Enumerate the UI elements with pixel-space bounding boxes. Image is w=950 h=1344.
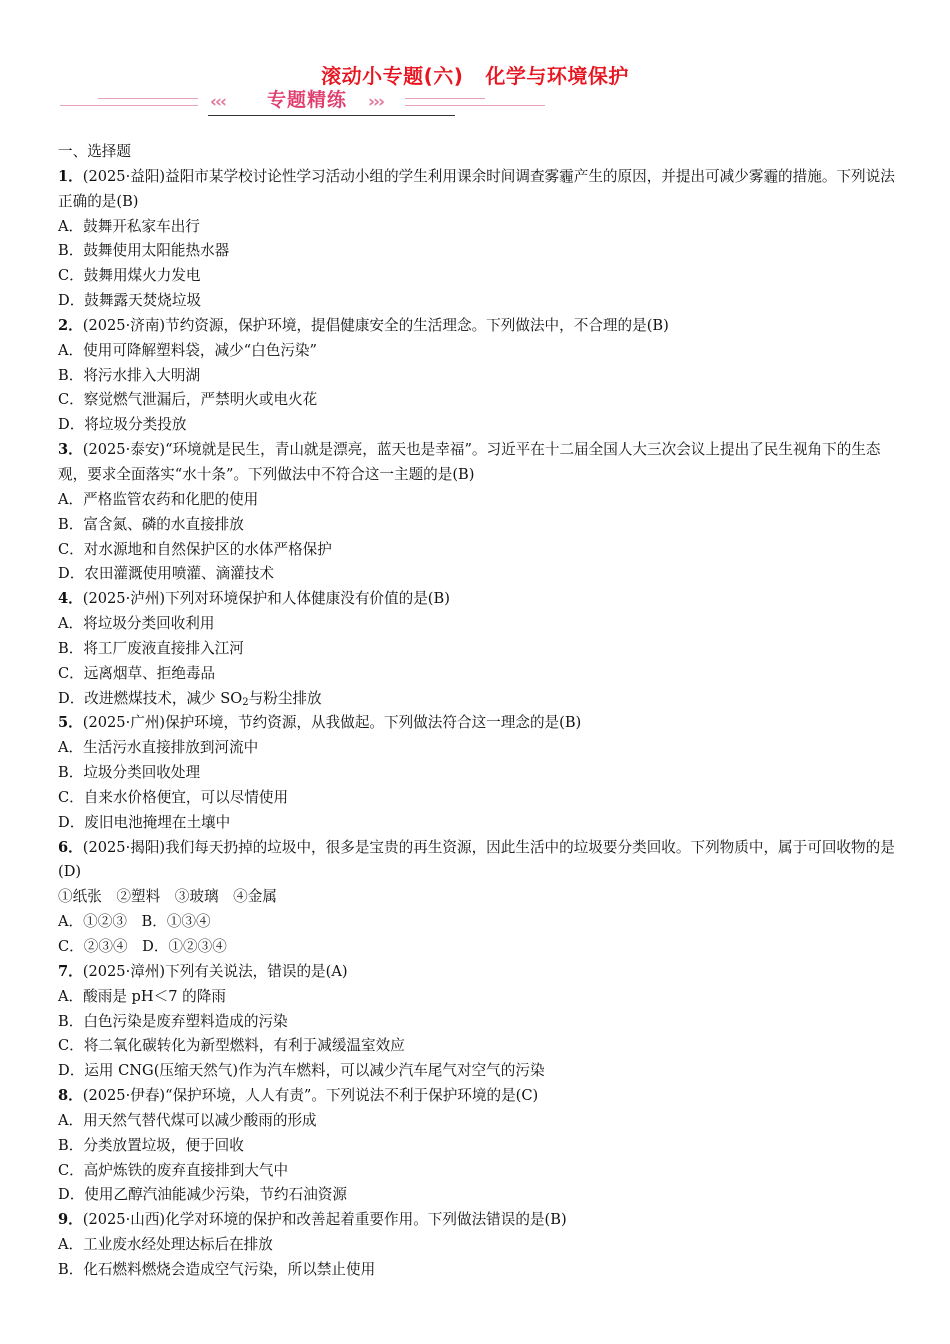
question-number: 2．: [58, 316, 83, 334]
option: D．鼓舞露天焚烧垃圾: [58, 292, 202, 310]
option: B．垃圾分类回收处理: [58, 764, 201, 782]
question-7: [58, 960, 898, 985]
option: D．废旧电池掩埋在土壤中: [58, 813, 231, 831]
question-number: 5．: [58, 714, 83, 732]
option-text: 与粉尘排放: [248, 689, 322, 707]
option: D．运用 CNG(压缩天然气)作为汽车燃料，可以减少汽车尾气对空气的污染: [58, 1062, 545, 1080]
question-stem: (2025·泰安)“环境就是民生，青山就是漂亮，蓝天也是幸福”。习近平在十二届全国人大三次会议上提出了民生视角下的生态观，要求全面落实“水十条”。下列做法中不符合这一主题的是(B): [58, 441, 881, 483]
option: A．①②③ B．①③④: [58, 913, 211, 931]
banner-line-left-bottom: [60, 105, 198, 106]
question-number: 7．: [58, 962, 83, 980]
question-1: [58, 165, 898, 215]
question-5: [58, 711, 898, 736]
option: D．将垃圾分类投放: [58, 416, 187, 434]
option: A．使用可降解塑料袋，减少“白色污染”: [58, 341, 317, 359]
option: D．农田灌溉使用喷灌、滴灌技术: [58, 565, 275, 583]
option: ①纸张 ②塑料 ③玻璃 ④金属: [58, 888, 277, 906]
option: A．用天然气替代煤可以减少酸雨的形成: [58, 1111, 317, 1129]
chevron-right-icon: ›››: [368, 92, 384, 112]
title-main: 滚动小专题(六): [321, 64, 464, 88]
option: B．鼓舞使用太阳能热水器: [58, 242, 230, 260]
option: C．将二氧化碳转化为新型燃料，有利于减缓温室效应: [58, 1037, 405, 1055]
section-heading: 一、选择题: [58, 143, 131, 160]
option: C．察觉燃气泄漏后，严禁明火或电火花: [58, 391, 318, 409]
option: D．使用乙醇汽油能减少污染，节约石油资源: [58, 1186, 347, 1204]
section-banner: [60, 88, 560, 118]
question-stem: (2025·揭阳)我们每天扔掉的垃圾中，很多是宝贵的再生资源，因此生活中的垃圾要分类回收。下列物质中，属于可回收物的是(D): [58, 838, 895, 881]
option: C．鼓舞用煤火力发电: [58, 267, 201, 285]
question-stem: (2025·伊春)“保护环境，人人有责”。下列说法不利于保护环境的是(C): [82, 1087, 539, 1105]
question-stem: (2025·山西)化学对环境的保护和改善起着重要作用。下列做法错误的是(B): [82, 1211, 567, 1229]
question-number: 9．: [58, 1211, 83, 1229]
question-4: [58, 587, 898, 612]
option: A．将垃圾分类回收利用: [58, 615, 215, 633]
question-number: 6．: [58, 838, 83, 856]
option: A．严格监管农药和化肥的使用: [58, 490, 259, 508]
option: A．生活污水直接排放到河流中: [58, 739, 259, 757]
option: C．远离烟草、拒绝毒品: [58, 664, 216, 682]
chevron-left-icon: ‹‹‹: [210, 92, 226, 112]
question-stem: (2025·济南)节约资源，保护环境，提倡健康安全的生活理念。下列做法中，不合理的是(B): [82, 316, 669, 334]
banner-line-right-top: [405, 98, 485, 99]
option: C．对水源地和自然保护区的水体严格保护: [58, 540, 332, 558]
option: C．自来水价格便宜，可以尽情使用: [58, 788, 289, 806]
option: [58, 687, 898, 712]
option: B．化石燃料燃烧会造成空气污染，所以禁止使用: [58, 1260, 376, 1278]
question-6: [58, 836, 898, 886]
question-stem: (2025·漳州)下列有关说法，错误的是(A): [82, 962, 348, 980]
question-8: [58, 1084, 898, 1109]
option: A．工业废水经处理达标后在排放: [58, 1236, 273, 1254]
question-stem: (2025·广州)保护环境，节约资源，从我做起。下列做法符合这一理念的是(B): [82, 714, 582, 732]
banner-line-right-bottom: [405, 105, 545, 106]
title-sub: 化学与环境保护: [485, 64, 629, 88]
question-2: [58, 314, 898, 339]
banner-line-left-top: [98, 98, 198, 99]
option: B．将工厂废液直接排入江河: [58, 639, 244, 657]
option: A．鼓舞开私家车出行: [58, 217, 200, 235]
question-3: [58, 438, 898, 488]
question-list: [58, 140, 898, 1283]
question-number: 1．: [58, 167, 83, 185]
option: B．白色污染是废弃塑料造成的污染: [58, 1012, 288, 1030]
question-stem: (2025·益阳)益阳市某学校讨论性学习活动小组的学生利用课余时间调查雾霾产生的原因，并提出可减少雾霾的措施。下列说法正确的是(B): [58, 167, 895, 210]
question-number: 8．: [58, 1087, 83, 1105]
question-9: [58, 1208, 898, 1233]
banner-underline: [208, 115, 455, 116]
option: C．②③④ D．①②③④: [58, 938, 227, 955]
question-number: 3．: [58, 441, 83, 459]
banner-label: 专题精练: [266, 89, 347, 111]
page-title: [0, 60, 950, 89]
option: B．分类放置垃圾，便于回收: [58, 1136, 244, 1154]
option: C．高炉炼铁的废弃直接排到大气中: [58, 1161, 289, 1179]
option-text: D．改进燃煤技术，减少 SO: [58, 689, 243, 707]
option: B．富含氮、磷的水直接排放: [58, 515, 244, 533]
subscript: 2: [242, 696, 249, 708]
question-stem: (2025·泸州)下列对环境保护和人体健康没有价值的是(B): [82, 590, 450, 608]
question-number: 4．: [58, 590, 83, 608]
option: A．酸雨是 pH＜7 的降雨: [58, 987, 226, 1005]
option: B．将污水排入大明湖: [58, 366, 201, 384]
